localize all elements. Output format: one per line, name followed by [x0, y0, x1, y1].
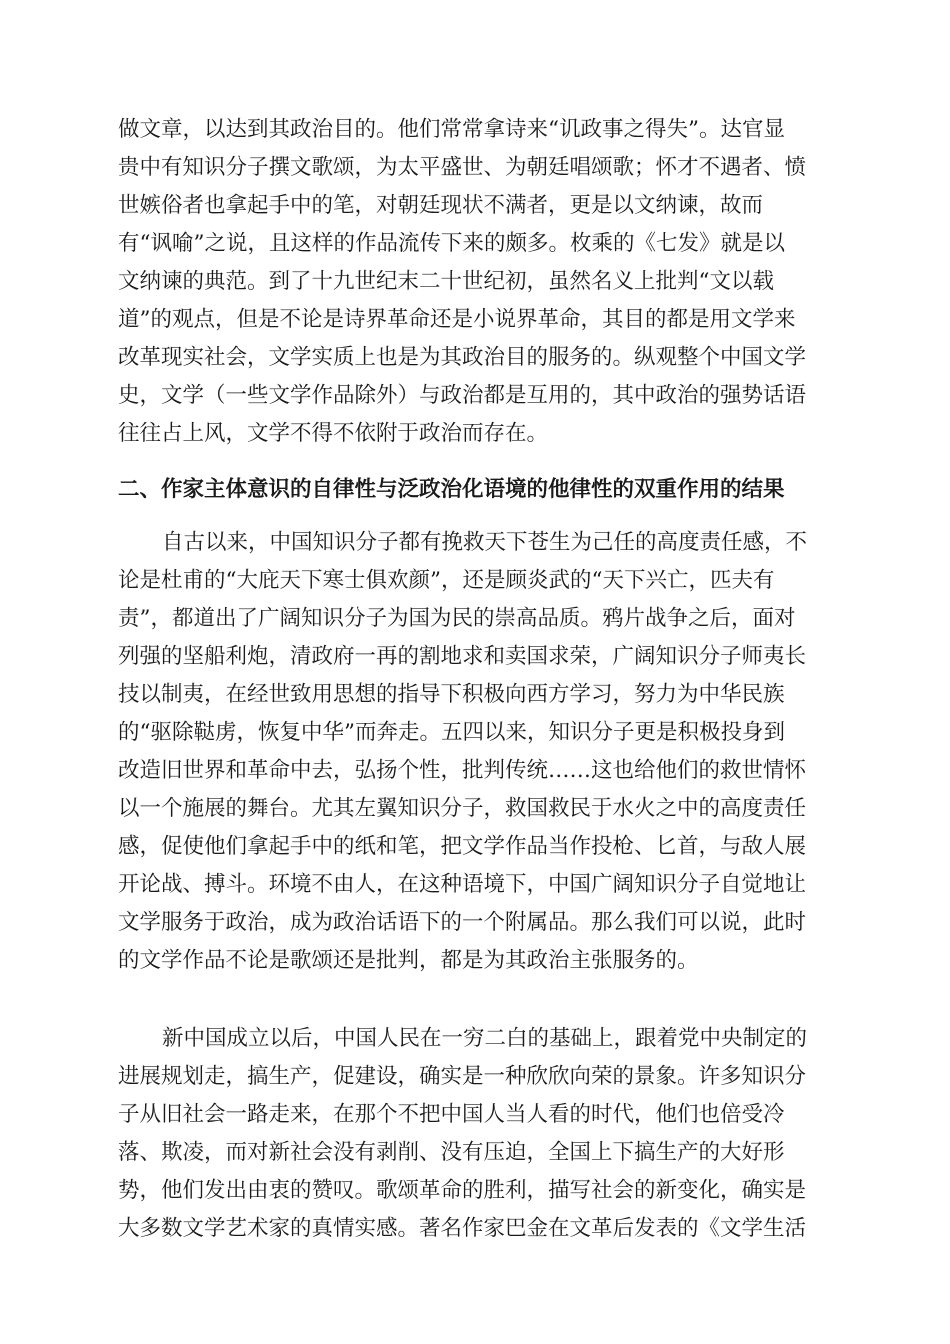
text-line: 自古以来，中国知识分子都有挽救天下苍生为己任的高度责任感，不	[162, 530, 808, 555]
text-line: 子从旧社会一路走来，在那个不把中国人当人看的时代，他们也倍受冷	[118, 1102, 785, 1127]
text-line: 改造旧世界和革命中去，弘扬个性，批判传统……这也给他们的救世情怀	[118, 758, 807, 783]
text-line: 世嫉俗者也拿起手中的笔，对朝廷现状不满者，更是以文纳谏，故而	[118, 193, 764, 218]
text-line: 技以制夷，在经世致用思想的指导下积极向西方学习，努力为中华民族	[118, 682, 785, 707]
text-line: 新中国成立以后，中国人民在一穷二白的基础上，跟着党中央制定的	[162, 1026, 808, 1051]
text-line: 论是杜甫的“大庇天下寒士俱欢颜”，还是顾炎武的“天下兴亡，匹夫有	[118, 568, 775, 593]
paragraph-new-china	[118, 1020, 838, 1248]
text-line: 列强的坚船利炮，清政府一再的割地求和卖国求荣，广阔知识分子师夷长	[118, 644, 807, 669]
text-line: 大多数文学艺术家的真情实感。著名作家巴金在文革后发表的《文学生活	[118, 1216, 807, 1241]
section-heading: 二、作家主体意识的自律性与泛政治化语境的他律性的双重作用的结果	[118, 477, 785, 502]
paragraph-intellectual-responsibility	[118, 524, 838, 980]
text-line: 文学服务于政治，成为政治话语下的一个附属品。那么我们可以说，此时	[118, 910, 807, 935]
text-line: 贵中有知识分子撰文歌颂，为太平盛世、为朝廷唱颂歌；怀才不遇者、愤	[118, 155, 807, 180]
paragraph-political-function	[118, 111, 838, 453]
text-line: 道”的观点，但是不论是诗界革命还是小说界革命，其目的都是用文学来	[118, 307, 796, 332]
text-line: 开论战、搏斗。环境不由人，在这种语境下，中国广阔知识分子自觉地让	[118, 872, 807, 897]
text-line: 感，促使他们拿起手中的纸和笔，把文学作品当作投枪、匕首，与敌人展	[118, 834, 807, 859]
text-line: 文纳谏的典范。到了十九世纪末二十世纪初，虽然名义上批判“文以载	[118, 269, 774, 294]
text-line: 有“讽喻”之说，且这样的作品流传下来的颇多。枚乘的《七发》就是以	[118, 231, 785, 256]
text-line: 往往占上风，文学不得不依附于政治而存在。	[118, 421, 549, 446]
text-line: 的文学作品不论是歌颂还是批判，都是为其政治主张服务的。	[118, 948, 699, 973]
text-line: 责”，都道出了广阔知识分子为国为民的崇高品质。鸦片战争之后，面对	[118, 606, 796, 631]
text-line: 改革现实社会，文学实质上也是为其政治目的服务的。纵观整个中国文学	[118, 345, 807, 370]
text-line: 以一个施展的舞台。尤其左翼知识分子，救国救民于水火之中的高度责任	[118, 796, 807, 821]
text-line: 势，他们发出由衷的赞叹。歌颂革命的胜利，描写社会的新变化，确实是	[118, 1178, 807, 1203]
text-line: 做文章，以达到其政治目的。他们常常拿诗来“讥政事之得失”。达官显	[118, 117, 785, 142]
text-line: 的“驱除鞑虏，恢复中华”而奔走。五四以来，知识分子更是积极投身到	[118, 720, 785, 745]
text-line: 进展规划走，搞生产，促建设，确实是一种欣欣向荣的景象。许多知识分	[118, 1064, 807, 1089]
text-line: 落、欺凌，而对新社会没有剥削、没有压迫，全国上下搞生产的大好形	[118, 1140, 785, 1165]
text-line: 史，文学（一些文学作品除外）与政治都是互用的，其中政治的强势话语	[118, 383, 807, 408]
